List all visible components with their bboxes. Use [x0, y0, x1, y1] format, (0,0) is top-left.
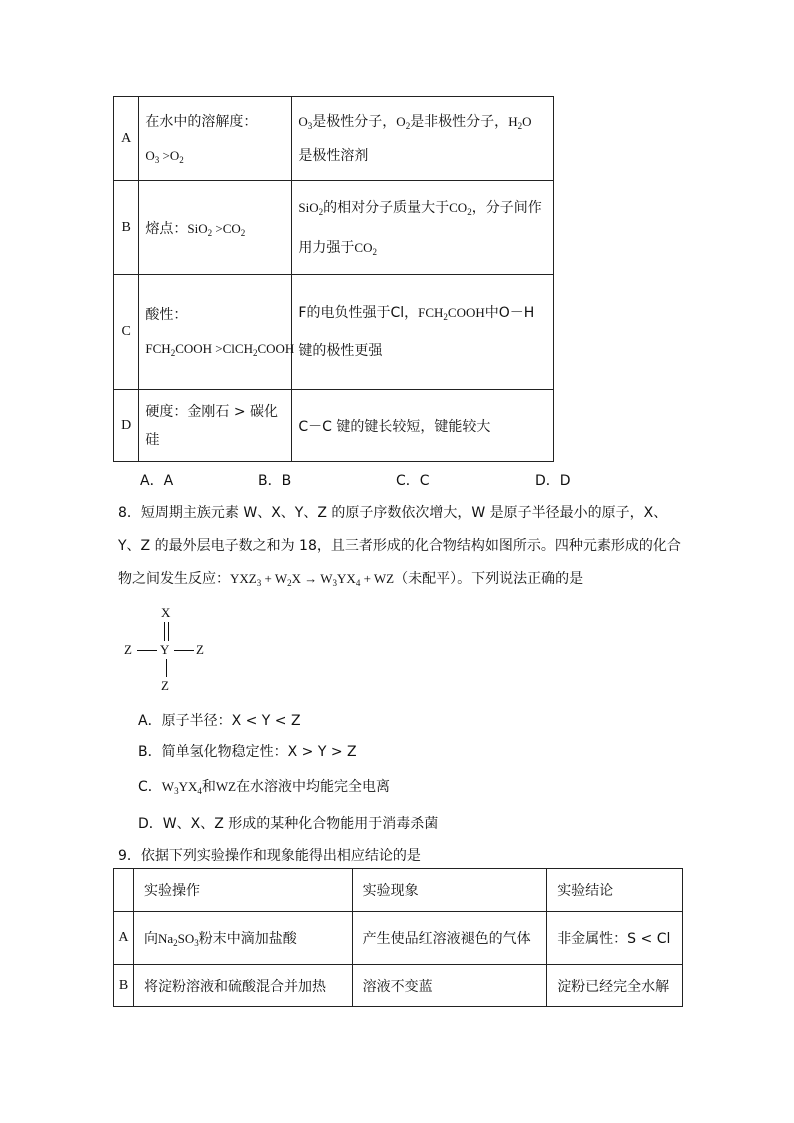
atom-x: X [161, 605, 171, 620]
reason-cell: C－C 键的键长较短，键能较大 [292, 390, 554, 462]
answer-option: D．D [535, 473, 571, 489]
option-d: D．W、X、Z 形成的某种化合物能用于消毒杀菌 [138, 816, 439, 832]
atom-z-right: Z [196, 642, 204, 657]
answer-option: C．C [396, 473, 430, 489]
conclusion-cell: 非金属性：S < Cl [547, 912, 683, 965]
table-header-row [114, 869, 683, 912]
option-a: A．原子半径：X < Y < Z [138, 713, 301, 729]
experiment-table [113, 868, 683, 1007]
row-letter: A [114, 97, 139, 181]
statement-cell: 熔点：$SiO_2 >CO_2$ [139, 181, 292, 275]
statement-cell: 硬度：金刚石 > 碳化 硅 [139, 390, 292, 462]
reason-cell: F的电负性强于Cl，$FCH_2COOH$中O－H 键的极性更强 [292, 275, 554, 390]
conclusion-cell: 淀粉已经完全水解 [547, 965, 683, 1007]
operation-cell: 向$Na_2SO_3$粉末中滴加盐酸 [133, 912, 352, 965]
atom-z-left: Z [124, 642, 132, 657]
option-c: C．$W_3YX_4$和WZ在水溶液中均能完全电离 [138, 779, 391, 796]
reason-cell: $O_3$是极性分子，$O_2$是非极性分子，$H_2O$ 是极性溶剂 [292, 97, 554, 181]
option-b: B．简单氢化物稳定性：X > Y > Z [138, 744, 357, 760]
question-8-line: 物之间发生反应：$YXZ_3 + W_2X \to W_3YX_4 + WZ$（未配平）。下列说法正确的是 [118, 571, 584, 588]
question-8-line: Y、Z 的最外层电子数之和为 18，且三者形成的化合物结构如图所示。四种元素形成的化合 [118, 538, 681, 554]
table-row [114, 97, 554, 181]
header-conclusion: 实验结论 [547, 869, 683, 912]
statement-formula: $O_3 >O_2$ [145, 147, 184, 165]
answer-option: A．A [140, 473, 174, 489]
header-operation: 实验操作 [133, 869, 352, 912]
header-phenomenon: 实验现象 [352, 869, 547, 912]
question-9-title: 9．依据下列实验操作和现象能得出相应结论的是 [118, 848, 421, 864]
atom-z-bottom: Z [161, 678, 169, 693]
statement-cell: 酸性： $FCH_2COOH$ >ClCH$_2$COOH [139, 275, 292, 390]
table-row: C 酸性： $FCH_2COOH$ >ClCH$_2$COOH F的电负性强于Cl，$FCH_2COOH$中O－H 键的极性更强 [114, 275, 554, 390]
table-row: B 熔点：$SiO_2 >CO_2$ SiO$_2$的相对分子质量大于$CO_2$，分子间作 用力强于$CO_2$ [114, 181, 554, 275]
comparison-table [113, 96, 554, 462]
atom-y: Y [160, 642, 170, 657]
table-row: D 硬度：金刚石 > 碳化 硅 C－C 键的键长较短，键能较大 [114, 390, 554, 462]
answer-option: B．B [258, 473, 292, 489]
table-row: B 将淀粉溶液和硫酸混合并加热 溶液不变蓝 淀粉已经完全水解 [114, 965, 683, 1007]
operation-cell: 将淀粉溶液和硫酸混合并加热 [133, 965, 352, 1007]
question-8-line: 8．短周期主族元素 W、X、Y、Z 的原子序数依次增大，W 是原子半径最小的原子，X、 [118, 505, 668, 521]
table-row: A 向$Na_2SO_3$粉末中滴加盐酸 产生使品红溶液褪色的气体 非金属性：S < Cl [114, 912, 683, 965]
statement-cell [139, 97, 292, 181]
statement-title: 在水中的溶解度： [145, 113, 258, 130]
phenomenon-cell: 产生使品红溶液褪色的气体 [352, 912, 547, 965]
phenomenon-cell: 溶液不变蓝 [352, 965, 547, 1007]
reason-cell: SiO$_2$的相对分子质量大于$CO_2$，分子间作 用力强于$CO_2$ [292, 181, 554, 275]
